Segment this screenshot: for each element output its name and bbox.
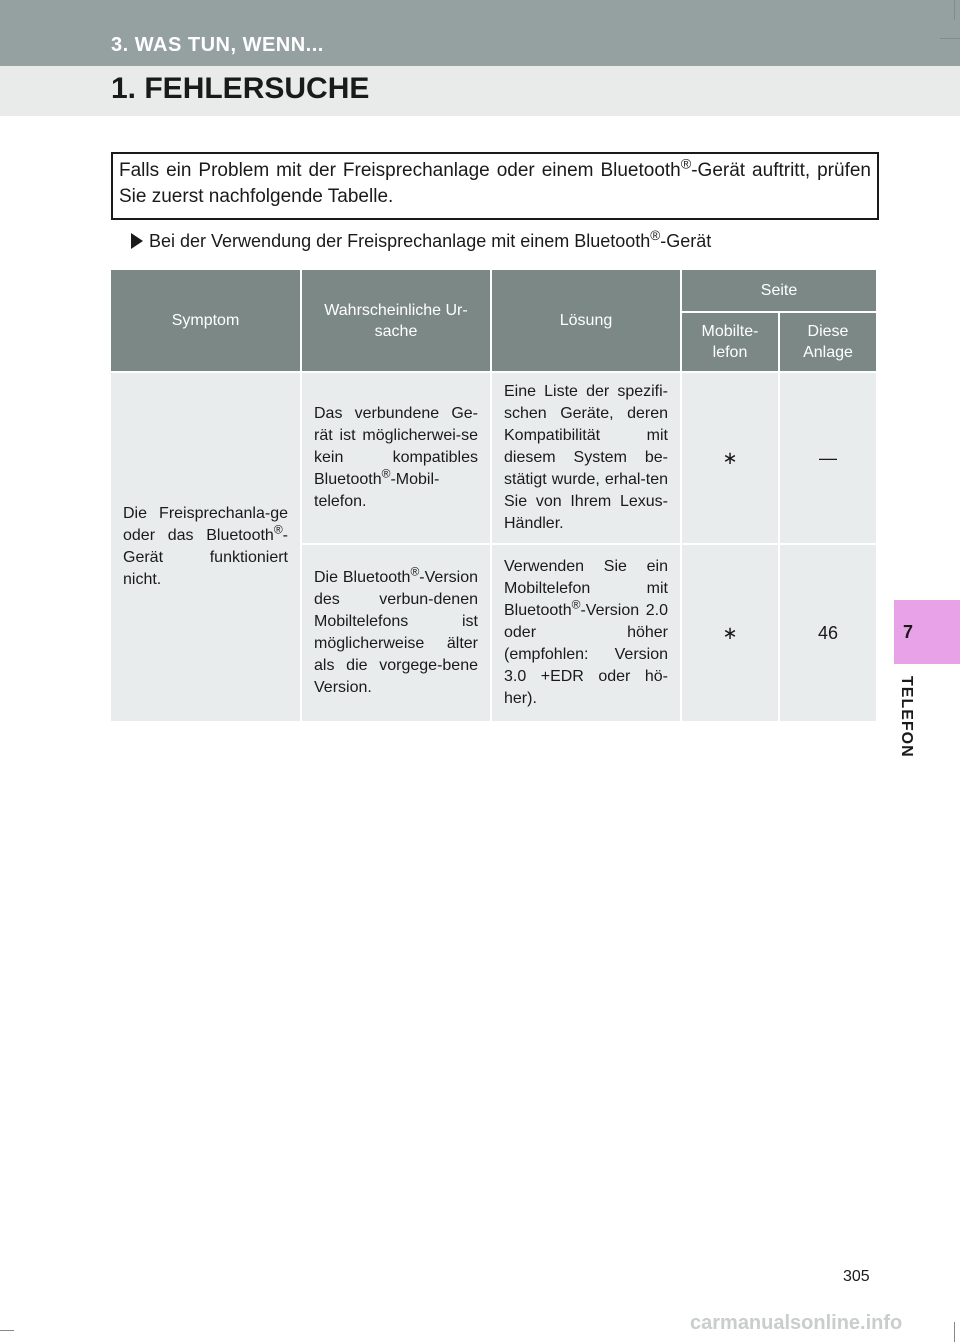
- cause-text-end: -Mobil-telefon.: [314, 471, 440, 510]
- sub-heading: [131, 228, 711, 254]
- registered-mark: ®: [381, 466, 391, 481]
- intro-box: [111, 152, 879, 220]
- symptom-text-end: -Gerät funktioniert nicht.: [123, 527, 288, 588]
- registered-mark: ®: [680, 156, 692, 173]
- chapter-label: TELEFON: [898, 676, 915, 758]
- symptom-cell: [111, 372, 301, 722]
- triangle-bullet-icon: [131, 233, 143, 249]
- cause-text: Das verbundene Ge-rät ist möglicherwei-se kein kompatibles Bluetooth: [314, 405, 478, 488]
- solution-cell: [491, 372, 681, 544]
- crop-mark: [954, 1322, 955, 1342]
- system-page-cell: —: [779, 372, 876, 544]
- troubleshooting-table: [111, 270, 876, 723]
- header-page: Seite: [681, 270, 876, 312]
- phone-page-cell: ∗: [681, 372, 779, 544]
- section-label: 3. WAS TUN, WENN...: [111, 34, 324, 56]
- header-symptom: Symptom: [111, 270, 301, 372]
- watermark: carmanualsonline.info: [690, 1312, 903, 1334]
- cause-text: Die Bluetooth: [314, 569, 411, 586]
- intro-text-end: -Gerät auftritt, prüfen Sie zuerst nachfolgende Tabelle.: [119, 160, 871, 207]
- registered-mark: ®: [273, 522, 283, 537]
- page-title: 1. FEHLERSUCHE: [111, 72, 370, 105]
- intro-text: Falls ein Problem mit der Freisprechanlage oder einem Bluetooth: [119, 160, 681, 181]
- cause-text-end: -Version des verbun-denen Mobiltelefons ist möglicherweise älter als die vorgege-bene Version.: [314, 569, 478, 696]
- registered-mark: ®: [410, 564, 420, 579]
- sub-heading-text-end: -Gerät: [660, 231, 712, 251]
- registered-mark: ®: [571, 597, 581, 612]
- system-page-cell: 46: [779, 544, 876, 722]
- solution-cell: [491, 544, 681, 722]
- header-cause: Wahrscheinliche Ur-sache: [301, 270, 491, 372]
- registered-mark: ®: [650, 228, 661, 243]
- page-number: 305: [843, 1268, 870, 1285]
- table-row: [111, 372, 876, 544]
- chapter-number: 7: [903, 622, 914, 642]
- phone-page-cell: ∗: [681, 544, 779, 722]
- header-phone: Mobilte-lefon: [681, 312, 779, 372]
- crop-mark: [0, 1330, 14, 1331]
- solution-text-end: -Version 2.0 oder höher (empfohlen: Version 3.0 +EDR oder hö-her).: [504, 602, 668, 707]
- crop-mark: [954, 0, 955, 20]
- cause-cell: [301, 372, 491, 544]
- solution-text: Eine Liste der spezifi-schen Geräte, deren Kompatibilität mit diesem System be-stätigt wurde, erhal-ten Sie von Ihrem Lexus-Händler.: [504, 383, 668, 532]
- crop-mark: [940, 38, 960, 39]
- solution-text: Verwenden Sie ein Mobiltelefon mit Bluetooth: [504, 558, 668, 619]
- symptom-text: Die Freisprechanla-ge oder das Bluetooth: [123, 505, 288, 544]
- header-system: Diese Anlage: [779, 312, 876, 372]
- cause-cell: [301, 544, 491, 722]
- sub-heading-text: Bei der Verwendung der Freisprechanlage mit einem Bluetooth: [149, 231, 651, 251]
- header-solution: Lösung: [491, 270, 681, 372]
